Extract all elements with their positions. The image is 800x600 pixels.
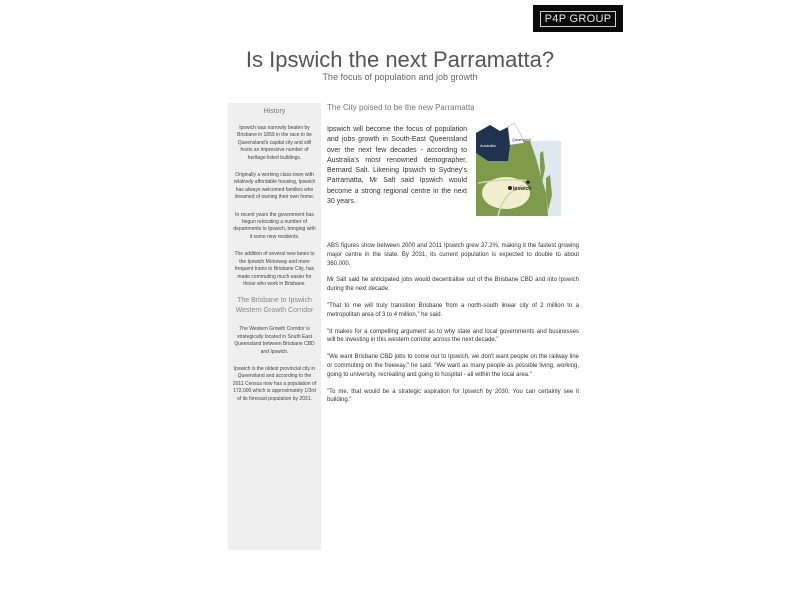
article-paragraph: "It makes for a compelling argument as to why state and local governments and businesses will be investing in this western corridor across the next decade." [327,328,579,344]
history-sidebar [228,103,321,550]
map-label-queensland: Queensland [512,138,531,142]
sidebar-heading-corridor: The Brisbane to Ipswich Western Growth Corridor [235,297,314,315]
article-heading: The City poised to be the new Parramatta [327,103,475,112]
article-paragraph: Mr Salt said he anticipated jobs would decentralise out of the Brisbane CBD and into Ipswich during the next decade. [327,277,579,293]
map-label-australia: Australia [480,143,496,148]
article-intro: Ipswich will become the focus of population and jobs growth in South-East Queensland over the next few decades - according to Australia's most renowned demographer, Bernard Salt. Likening Ipswich to Sydney's Parramatta, Mr Salt said Ipswich would become a strong regional centre in the next 30 years. [327,126,467,206]
sidebar-paragraph: In recent years the government has begun relocating a number of departments to Ipswich, bringing with it some new residents. [233,211,316,240]
article-paragraph: "That to me will truly transition Brisbane from a north-south linear city of 2 million to a metropolitan area of 3 to 4 million," he said. [327,302,579,318]
page-title: Is Ipswich the next Parramatta? [245,47,555,72]
article-paragraph: "To me, that would be a strategic aspiration for Ipswich by 2030. You can certainly see it building." [327,388,579,404]
sidebar-paragraph: Originally a working class town with relatively affordable housing, Ipswich has always welcomed families who dreamed of owning their own home. [233,172,316,201]
main-article [327,103,579,404]
map-illustration [468,123,575,221]
map-label-ipswich: Ipswich [513,186,532,192]
logo-text: P4P GROUP [540,11,617,27]
sidebar-paragraph: The addition of several new lanes to the Ipswich Motorway and more frequent trains to Brisbane City, has made commuting much easier for those who work in Brisbane. [234,251,315,287]
region-map [468,123,575,221]
article-paragraph: ABS figures show between 2000 and 2011 Ipswich grew 37.2%, making it the fastest growing major centre in the state. By 2031, its current population is expected to double to about 360,000. [327,243,579,267]
article-paragraph: "We want Brisbane CBD jobs to come out to Ipswich, we don't want people on the railway line or commuting on the freeway," he said. "We want as many people as possible living, working, going to university, recreating and going to hospital - all within the local area." [327,354,579,378]
article-body [327,242,579,413]
page-subtitle: The focus of population and job growth [322,72,478,82]
company-logo [533,5,623,32]
sidebar-paragraph: Ipswich is the oldest provincial city in Queensland and according to the 2011 Census now has a population of 172,000 which is approximately 1/3rd of its forecast population by 2031. [232,365,317,402]
sidebar-paragraph: Ipswich was narrowly beaten by Brisbane in 1859 in the race to be Queensland's capital city and still hosts an impressive number of heritage listed buildings. [237,125,312,161]
sidebar-heading-history: History [263,108,286,115]
sidebar-paragraph: The Western Growth Corridor is strategically located in South East Queensland between Brisbane CBD and Ipswich. [234,326,315,355]
